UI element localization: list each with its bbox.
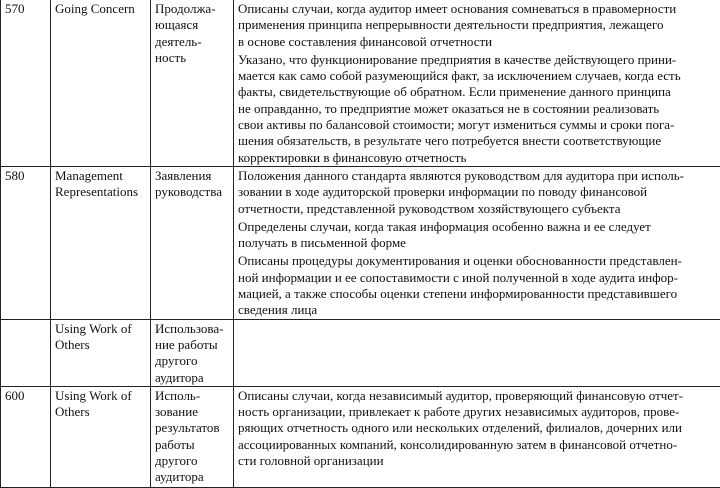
text-line: отчетности, представленной руководством хозяйствующего субъекта [238, 201, 716, 217]
standard-code-cell [1, 0, 51, 166]
text-line: ассоциированных компаний, консолидированную затем в финансовой отчетно- [238, 437, 716, 453]
russian-title-cell [151, 386, 234, 487]
english-title-cell [51, 166, 151, 319]
text-line: работы [155, 437, 229, 453]
text-line: зовании в ходе аудиторской проверки информации по поводу финансовой [238, 184, 716, 200]
text-line: ряющих отчетность одного или нескольких отделений, филиалов, дочерних или [238, 420, 716, 436]
text-line: Management [55, 168, 146, 184]
text-line: Описаны процедуры документирования и оценки обоснованности представлен- [238, 253, 716, 269]
text-line: Определены случаи, когда такая информация особенно важна и ее следует [238, 219, 716, 235]
standard-code-cell [1, 386, 51, 487]
description-paragraph [238, 388, 716, 469]
text-line: Описаны случаи, когда независимый аудитор, проверяющий финансовую отчет- [238, 388, 716, 404]
text-line: Исполь- [155, 388, 229, 404]
russian-title-cell [151, 166, 234, 319]
text-line: другого [155, 353, 229, 369]
text-line: ющаяся [155, 17, 229, 33]
text-line: сти головной организации [238, 453, 716, 469]
text-line: Others [55, 404, 146, 420]
english-title-cell [51, 319, 151, 386]
text-line: ние работы [155, 337, 229, 353]
table-row [1, 166, 720, 319]
text-line: корректировки в финансовую отчетность [238, 150, 716, 166]
description-paragraph [238, 168, 716, 217]
text-line: ность [155, 50, 229, 66]
standard-code-cell [1, 319, 51, 386]
text-line: Продолжа- [155, 1, 229, 17]
text-line: другого [155, 453, 229, 469]
description-paragraph [238, 52, 716, 166]
description-paragraph [238, 1, 716, 50]
text-line: Representations [55, 184, 146, 200]
text-line: Others [55, 337, 146, 353]
standard-code: 580 [5, 168, 46, 184]
russian-title-cell [151, 319, 234, 386]
text-line: Описаны случаи, когда аудитор имеет основания сомневаться в правомерности [238, 1, 716, 17]
text-line: получать в письменной форме [238, 235, 716, 251]
description-paragraph [238, 253, 716, 318]
text-line: ной информации и ее сопоставимости с иной полученной в ходе аудита инфор- [238, 270, 716, 286]
description-cell [234, 319, 720, 386]
description-paragraph [238, 219, 716, 252]
text-line: Указано, что функционирование предприятия в качестве действующего прини- [238, 52, 716, 68]
text-line: факты, свидетельствующие об обратном. Если применение данного принципа [238, 84, 716, 100]
text-line: зование [155, 404, 229, 420]
text-line: Положения данного стандарта являются руководством для аудитора при исполь- [238, 168, 716, 184]
text-line: результатов [155, 420, 229, 436]
russian-title-cell [151, 0, 234, 166]
standard-code: 570 [5, 1, 46, 17]
text-line: аудитора [155, 370, 229, 386]
text-line: ность организации, привлекает к работе других независимых аудиторов, прове- [238, 404, 716, 420]
text-line: руководства [155, 184, 229, 200]
text-line: не оправданно, то предприятие может оказаться не в состоянии реализовать [238, 101, 716, 117]
text-line: мацией, а также способы оценки степени информированности представившего [238, 286, 716, 302]
text-line: применения принципа непрерывности деятельности предприятия, лежащего [238, 17, 716, 33]
text-line: Using Work of [55, 388, 146, 404]
text-line: Going Concern [55, 1, 146, 17]
table-row [1, 0, 720, 166]
table-row [1, 386, 720, 487]
standard-code-cell [1, 166, 51, 319]
text-line: аудитора [155, 469, 229, 485]
text-line: шения обязательств, в результате чего потребуется внести соответствующие [238, 133, 716, 149]
table-row [1, 319, 720, 386]
text-line: Using Work of [55, 321, 146, 337]
text-line: в основе составления финансовой отчетности [238, 34, 716, 50]
description-cell [234, 0, 720, 166]
english-title-cell [51, 386, 151, 487]
text-line: сведения лица [238, 302, 716, 318]
english-title-cell [51, 0, 151, 166]
standard-code: 600 [5, 388, 46, 404]
description-cell [234, 386, 720, 487]
text-line: Заявления [155, 168, 229, 184]
description-cell [234, 166, 720, 319]
text-line: мается как само собой разумеющийся факт, за исключением случаев, когда есть [238, 68, 716, 84]
text-line: свои активы по балансовой стоимости; могут измениться суммы и сроки пога- [238, 117, 716, 133]
text-line: Использова- [155, 321, 229, 337]
text-line: деятель- [155, 34, 229, 50]
